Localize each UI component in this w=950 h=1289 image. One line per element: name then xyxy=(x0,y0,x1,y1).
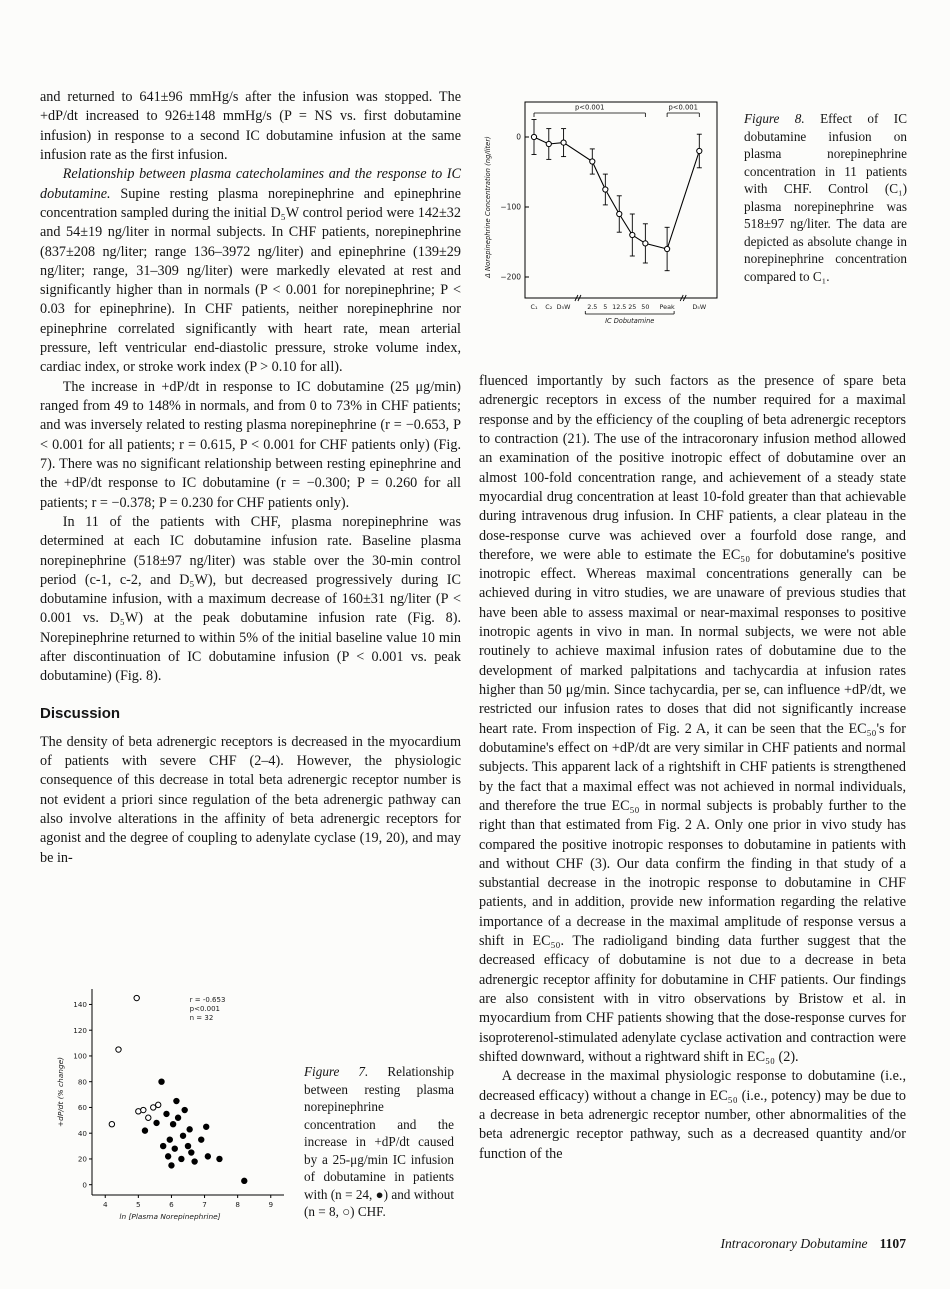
svg-text:p<0.001: p<0.001 xyxy=(574,103,605,112)
figure8-caption-label: Figure 8. xyxy=(744,111,805,126)
svg-text:60: 60 xyxy=(77,1103,87,1113)
svg-text:6: 6 xyxy=(169,1200,174,1209)
right-column xyxy=(479,372,906,1164)
svg-text:12.5: 12.5 xyxy=(612,303,627,311)
svg-text:9: 9 xyxy=(268,1200,274,1209)
figure7-caption-label: Figure 7. xyxy=(304,1064,369,1079)
svg-text:2.5: 2.5 xyxy=(587,303,598,311)
svg-text:n = 32: n = 32 xyxy=(189,1013,214,1022)
svg-text:p<0.001: p<0.001 xyxy=(668,103,698,112)
svg-text:40: 40 xyxy=(77,1128,87,1138)
paragraph-text: Supine resting plasma norepinephrine and epinephrine concentration sampled during the initial D₅W control period were 142±32 and 54±19 ng/liter in normal subjects. In CHF patients, norepinephrine (837±208 ng/liter; range 136–3972 ng/liter) and epinephrine (139±29 ng/liter; range, 31–309 ng/liter) were markedly elevated at rest and significantly higher than in normals (P < 0.001 for norepinephrine; P < 0.03 for epinephrine). In CHF patients, neither norepinephrine nor epinephrine correlated significantly with heart rate, mean arterial pressure, left ventricular end-diastolic pressure, stroke volume index, cardiac index, or stroke work index (P > 0.10 for all). xyxy=(40,185,461,376)
figure7-scatter-chart xyxy=(52,975,294,1227)
page-footer xyxy=(720,1236,906,1252)
svg-text:p<0.001: p<0.001 xyxy=(189,1004,221,1013)
svg-text:8: 8 xyxy=(235,1200,240,1209)
svg-text:80: 80 xyxy=(77,1077,87,1087)
section-heading-discussion: Discussion xyxy=(40,704,121,722)
svg-text:Δ Norepinephrine Concentration: Δ Norepinephrine Concentration (ng/liter) xyxy=(484,136,492,278)
svg-text:25: 25 xyxy=(628,303,637,311)
figure8-caption-text: Effect of IC dobutamine infusion on plasma norepinephrine concentration in 11 patients with CHF. Control (C₁) plasma norepinephrine was 518±97 ng/liter. The data are depicted as absolute change in norepinephrine concentration compared to C₁. xyxy=(744,111,907,284)
figure8-line-chart xyxy=(479,84,731,346)
body-paragraph: The increase in +dP/dt in response to IC dobutamine (25 μg/min) ranged from 49 to 148% in normals, and from 0 to 73% in CHF patients; and was inversely related to resting plasma norepinephrine (r = −0.653, P < 0.001 for all patients; r = 0.615, P < 0.001 for CHF patients only) (Fig. 7). There was no significant relationship between resting epinephrine and the +dP/dt response to IC dobutamine (r = −0.300; P = 0.260 for all patients; r = −0.378; P = 0.230 for CHF patients only). xyxy=(40,378,461,511)
svg-text:4: 4 xyxy=(102,1200,108,1209)
svg-text:100: 100 xyxy=(73,1051,87,1061)
svg-text:D₅W: D₅W xyxy=(556,303,571,311)
svg-text:IC Dobutamine: IC Dobutamine xyxy=(605,317,655,325)
body-paragraph xyxy=(40,165,461,377)
figure-7 xyxy=(52,975,460,1227)
figure7-caption xyxy=(304,1063,454,1227)
body-paragraph: In 11 of the patients with CHF, plasma norepinephrine was determined at each IC dobutamine infusion rate. Baseline plasma norepinephrine (518±97 ng/liter) was stable over the 30-min control period (c-1, c-2, and D₅W), but decreased progressively during IC dobutamine infusion, with a maximum decrease of 160±31 ng/liter (P < 0.001 vs. D₅W) at the peak dobutamine infusion rate (Fig. 8). Norepinephrine returned to within 5% of the initial baseline value 10 min after discontinuation of IC dobutamine infusion (P < 0.001 vs. peak dobutamine) (Fig. 8). xyxy=(40,513,461,685)
svg-text:0: 0 xyxy=(516,132,521,142)
svg-text:Peak: Peak xyxy=(659,303,675,311)
svg-text:7: 7 xyxy=(202,1200,207,1209)
svg-text:r = -0.653: r = -0.653 xyxy=(189,995,226,1004)
figure7-caption-text: Relationship between resting plasma norepinephrine concentration and the increase in +dP/dt caused by a 25-μg/min IC infusion of dobutamine in patients with (n = 24, ●) and without (n = 8, ○) CHF. xyxy=(304,1064,454,1220)
figure-8 xyxy=(479,84,907,346)
svg-text:5: 5 xyxy=(603,303,608,311)
svg-text:20: 20 xyxy=(77,1154,87,1164)
svg-text:−100: −100 xyxy=(500,202,521,212)
paragraph-lead-italic: Relationship between plasma catecholamines and the response to IC dobutamine. xyxy=(40,166,461,202)
body-paragraph: and returned to 641±96 mmHg/s after the infusion was stopped. The +dP/dt increased to 926±148 mmHg/s (P = NS vs. first dobutamine infusion) in response to a second IC dobutamine infusion at the same infusion rate as the first infusion. xyxy=(40,89,461,163)
svg-text:50: 50 xyxy=(641,303,650,311)
svg-text:ln [Plasma Norepinephrine]: ln [Plasma Norepinephrine] xyxy=(119,1212,221,1221)
svg-text:5: 5 xyxy=(136,1200,141,1209)
body-paragraph: The density of beta adrenergic receptors is decreased in the myocardium of patients with severe CHF (2–4). However, the physiologic consequence of this decrease in total beta adrenergic receptor number is not evident a priori since regulation of the beta adrenergic pathway can also involve alterations in the affinity of beta adrenergic receptors for agonist and the degree of coupling to adenylate cyclase (19, 20), and may be in- xyxy=(40,733,461,866)
svg-text:+dP/dt (% change): +dP/dt (% change) xyxy=(56,1056,65,1128)
running-title: Intracoronary Dobutamine xyxy=(720,1236,868,1251)
svg-text:D₅W: D₅W xyxy=(692,303,707,311)
body-paragraph: A decrease in the maximal physiologic response to dobutamine (i.e., decreased efficacy) without a change in EC₅₀ (i.e., potency) may be due to a decrease in beta adrenergic receptor number, other abnormalities of the beta adrenergic receptor pathway, such as a decreased quantity and/or function of the xyxy=(479,1068,906,1162)
body-paragraph: fluenced importantly by such factors as the presence of spare beta adrenergic receptors in excess of the number required for a maximal response and by the efficiency of the coupling of beta adrenergic receptors to contraction (21). The use of the intracoronary infusion method allowed an examination of the positive inotropic effect of dobutamine over an almost 100-fold concentration range, and achievement of a steady state myocardial drug concentration at least 10-fold greater than that achievable during intravenous drug infusion. In CHF patients, a clear plateau in the dose-response curve was achieved over a fourfold dose range, and therefore, we were able to estimate the EC₅₀ for dobutamine's positive inotropic effect. Whereas maximal concentrations generally can be achieved during in vitro studies, we are unaware of previous studies that have been able to assess maximal or near-maximal responses to positive inotropic agents in vivo in man. In normal subjects, we were not able routinely to achieve maximal infusion rates of dobutamine due to the development of marked palpitations and tachycardia at infusion rates higher than 50 μg/min. Since tachycardia, per se, can influence +dP/dt, we restricted our infusion rates to doses that did not significantly increase heart rate. From inspection of Fig. 2 A, it can be seen that the EC₅₀'s for dobutamine's effect on +dP/dt are very similar in CHF patients and normal subjects. This apparent lack of a rightshift in CHF patients is strengthened by the fact that a maximal effect was not achieved in normal individuals, and therefore the true EC₅₀ in normal subjects is probably further to the right than that estimated from Fig. 2 A. Only one prior in vivo study has compared the positive inotropic responses to dobutamine in patients with and without CHF (3). Our data confirm the finding in that study of a substantial decrease in the inotropic response to dobutamine in CHF patients, and in addition, provide new information regarding the relative importance of a decrease in the maximal amplitude of response versus a shift in EC₅₀. The radioligand binding data further suggest that the decreased efficacy of dobutamine is not due to a decrease in beta adrenergic receptor affinity for dobutamine in CHF patients. Our findings are also consistent with in vitro observations by Bristow et al. in myocardium from CHF patients showing that the dose-response curves for isoproterenol-stimulated adenylate cyclase activation and contraction were shifted downward, without a rightward shift in EC₅₀ (2). xyxy=(479,373,906,1065)
svg-text:−200: −200 xyxy=(500,272,521,282)
svg-text:140: 140 xyxy=(73,1000,87,1010)
page-number: 1107 xyxy=(879,1236,906,1251)
left-column xyxy=(40,88,461,868)
svg-text:0: 0 xyxy=(82,1180,87,1190)
figure8-caption xyxy=(744,110,907,346)
svg-text:C₁: C₁ xyxy=(530,303,538,311)
svg-text:120: 120 xyxy=(73,1025,87,1035)
svg-text:C₂: C₂ xyxy=(545,303,553,311)
